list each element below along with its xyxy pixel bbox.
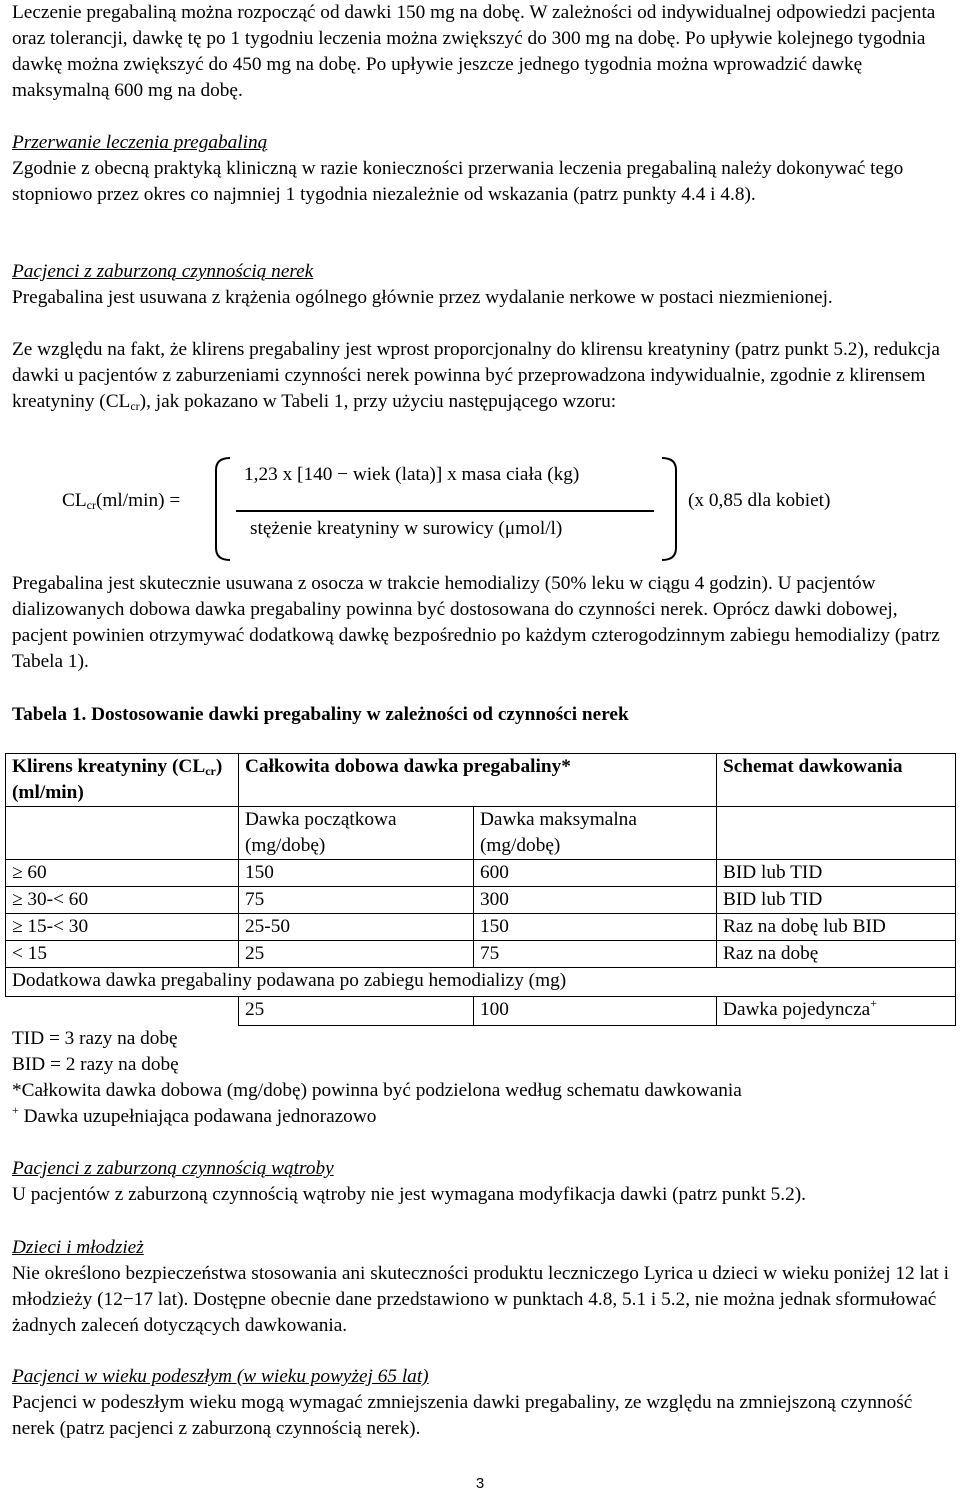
subheader-empty	[6, 807, 239, 860]
cell-start-dose: 25-50	[239, 914, 474, 941]
fraction-bar	[236, 510, 654, 512]
cell-schedule: Raz na dobę lub BID	[717, 914, 956, 941]
supplementary-dose-row	[6, 997, 956, 1026]
elderly-paragraph: Pacjenci w podeszłym wieku mogą wymagać zmniejszenia dawki pregabaliny, ze względu na zmniejszoną czynność nerek (patrz pacjenci z zaburzoną czynnością nerek).	[12, 1392, 913, 1439]
header-clearance: Klirens kreatyniny $(CL_{cr})$ (ml/min)	[6, 754, 239, 807]
cell-clearance: ≥ 15-< 30	[6, 914, 239, 941]
cell-supp-schedule: Dawka pojedyncza+	[717, 997, 956, 1026]
children-paragraph: Nie określono bezpieczeństwa stosowania ani skuteczności produktu leczniczego Lyrica u dzieci w wieku poniżej 12 lat i młodzieży (12−17 lat). Dostępne obecnie dane przedstawiono w punktach 4.8, 5.1 i 5.2, nie można jednak sformułować żadnych zaleceń dotyczących dawkowania.	[12, 1263, 949, 1336]
table-header-row	[6, 754, 956, 807]
table-title: Tabela 1. Dostosowanie dawki pregabaliny w zależności od czynności nerek	[12, 704, 629, 725]
renal-paragraph-2: Ze względu na fakt, że klirens pregabaliny jest wprost proporcjonalny do klirensu kreatyniny (patrz punkt 5.2), redukcja dawki u pacjentów z zaburzeniami czynności nerek powinna być przeprowadzona indywidualnie, zgodnie z klirensem kreatyniny $(CL_{cr})$, jak pokazano w Tabeli 1, przy użyciu następującego wzoru:	[12, 339, 940, 413]
header-total-dose: Całkowita dobowa dawka pregabaliny*	[239, 754, 717, 807]
table-row	[6, 887, 956, 914]
dose-adjustment-table	[5, 753, 956, 1026]
table-subheader-row	[6, 807, 956, 860]
discontinuation-heading: Przerwanie leczenia pregabaliną	[12, 132, 268, 153]
right-bracket	[660, 456, 682, 562]
discontinuation-paragraph: Zgodnie z obecną praktyką kliniczną w razie konieczności przerwania leczenia pregabaliną należy dokonywać tego stopniowo przez okres co najmniej 1 tygodnia niezależnie od wskazania (patrz punkty 4.4 i 4.8).	[12, 158, 904, 205]
cell-schedule: BID lub TID	[717, 887, 956, 914]
cell-clearance: ≥ 30-< 60	[6, 887, 239, 914]
note-total-dose: *Całkowita dawka dobowa (mg/dobę) powinna być podzielona według schematu dawkowania	[12, 1080, 742, 1101]
hepatic-paragraph: U pacjentów z zaburzoną czynnością wątroby nie jest wymagana modyfikacja dawki (patrz punkt 5.2).	[12, 1184, 806, 1205]
cell-start-dose: 75	[239, 887, 474, 914]
renal-paragraph-1: Pregabalina jest usuwana z krążenia ogólnego głównie przez wydalanie nerkowe w postaci niezmienionej.	[12, 287, 833, 308]
cell-start-dose: 150	[239, 860, 474, 887]
cell-start-dose: 25	[239, 941, 474, 968]
subheader-max-dose: Dawka maksymalna (mg/dobę)	[474, 807, 717, 860]
cell-clearance: ≥ 60	[6, 860, 239, 887]
dialysis-paragraph: Pregabalina jest skutecznie usuwana z osocza w trakcie hemodializy (50% leku w ciągu 4 godzin). U pacjentów dializowanych dobowa dawka pregabaliny powinna być dostosowana do czynności nerek. Oprócz dawki dobowej, pacjent powinien otrzymywać dodatkową dawkę bezpośrednio po każdym czterogodzinnym zabiegu hemodializy (patrz Tabela 1).	[12, 573, 940, 672]
formula-lhs: $CL_{cr}(ml/\min)$ =	[62, 490, 181, 512]
table-row	[6, 941, 956, 968]
cell-schedule: Raz na dobę	[717, 941, 956, 968]
subheader-empty-schedule	[717, 807, 956, 860]
subheader-start-dose: Dawka początkowa (mg/dobę)	[239, 807, 474, 860]
intro-paragraph: Leczenie pregabaliną można rozpocząć od dawki 150 mg na dobę. W zależności od indywidualnej odpowiedzi pacjenta oraz tolerancji, dawkę tę po 1 tygodniu leczenia można zwiększyć do 300 mg na dobę. Po upływie kolejnego tygodnia dawkę można zwiększyć do 450 mg na dobę. Po upływie jeszcze jednego tygodnia można wprowadzić dawkę maksymalną 600 mg na dobę.	[12, 2, 936, 101]
cell-supplementary-label: Dodatkowa dawka pregabaliny podawana po zabiegu hemodializy (mg)	[6, 968, 956, 997]
note-supplementary: + Dawka uzupełniająca podawana jednorazowo	[12, 1103, 377, 1127]
cell-supp-start: 25	[239, 997, 474, 1026]
cell-clearance: < 15	[6, 941, 239, 968]
table-row	[6, 860, 956, 887]
note-bid: BID = 2 razy na dobę	[12, 1054, 179, 1075]
creatinine-clearance-formula	[0, 452, 960, 564]
cell-max-dose: 150	[474, 914, 717, 941]
cell-supp-max: 100	[474, 997, 717, 1026]
formula-female-factor: (x 0,85 dla kobiet)	[688, 490, 831, 511]
header-schedule: Schemat dawkowania	[717, 754, 956, 807]
cell-max-dose: 75	[474, 941, 717, 968]
elderly-heading: Pacjenci w wieku podeszłym (w wieku powyżej 65 lat)	[12, 1366, 429, 1387]
formula-numerator: 1,23 x [140 − wiek (lata)] x masa ciała (kg)	[244, 464, 580, 485]
cell-max-dose: 300	[474, 887, 717, 914]
note-tid: TID = 3 razy na dobę	[12, 1028, 178, 1049]
cell-max-dose: 600	[474, 860, 717, 887]
left-bracket	[210, 456, 232, 562]
cell-schedule: BID lub TID	[717, 860, 956, 887]
formula-denominator: stężenie kreatyniny w surowicy (μmol/l)	[250, 518, 563, 539]
table-row	[6, 914, 956, 941]
children-heading: Dzieci i młodzież	[12, 1237, 144, 1258]
cell-empty	[6, 997, 239, 1026]
page-number: 3	[475, 1475, 485, 1492]
supplementary-dose-label-row	[6, 968, 956, 997]
hepatic-heading: Pacjenci z zaburzoną czynnością wątroby	[12, 1158, 334, 1179]
renal-heading: Pacjenci z zaburzoną czynnością nerek	[12, 261, 314, 282]
